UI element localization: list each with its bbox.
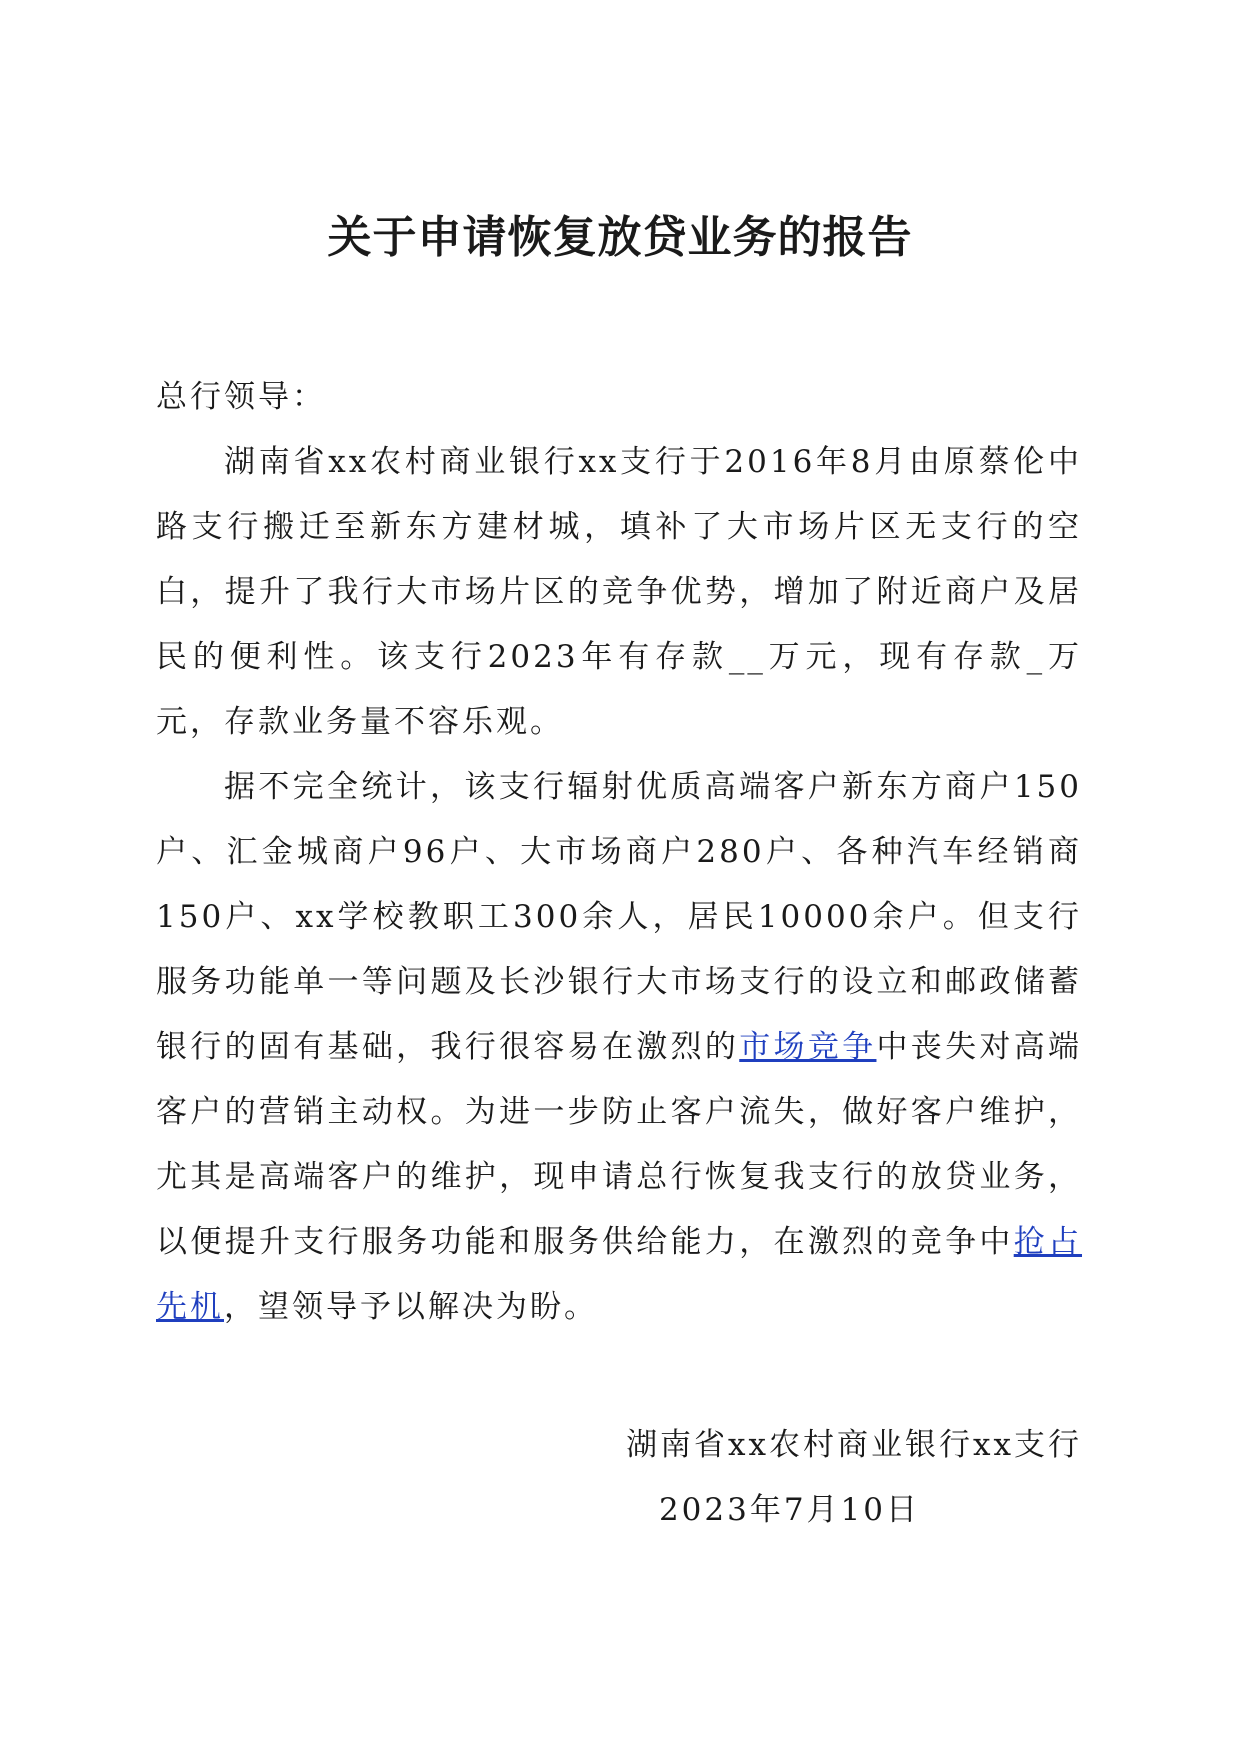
- paragraph-2-part-1: 据不完全统计，该支行辐射优质高端客户新东方商户150户、汇金城商户96户、大市场商户280户、各种汽车经销商150户、xx学校教职工300余人，居民10000余户。但支行服务功能单一等问题及长沙银行大市场支行的设立和邮政储蓄银行的固有基础，我行很容易在激烈的: [156, 769, 1082, 1065]
- paragraph-2-part-3: ，望领导予以解决为盼。: [224, 1289, 598, 1325]
- greeting: 总行领导：: [156, 379, 326, 415]
- market-competition-link[interactable]: 市场竞争: [739, 1029, 877, 1065]
- seize-opportunity-link[interactable]: 抢占先机: [156, 1224, 1083, 1325]
- document-title: 关于申请恢复放贷业务的报告: [327, 212, 913, 263]
- signature-date: 2023年7月10日: [658, 1492, 920, 1528]
- signature-organization: 湖南省xx农村商业银行xx支行: [626, 1427, 1082, 1463]
- paragraph-2: [156, 755, 1082, 1340]
- paragraph-2-part-2: 中丧失对高端客户的营销主动权。为进一步防止客户流失，做好客户维护，尤其是高端客户的维护，现申请总行恢复我支行的放贷业务，以便提升支行服务功能和服务供给能力，在激烈的竞争中: [156, 1029, 1083, 1260]
- paragraph-1: 湖南省xx农村商业银行xx支行于2016年8月由原蔡伦中路支行搬迁至新东方建材城，填补了大市场片区无支行的空白，提升了我行大市场片区的竞争优势，增加了附近商户及居民的便利性。该支行2023年有存款__万元，现有存款_万元，存款业务量不容乐观。: [156, 444, 1082, 740]
